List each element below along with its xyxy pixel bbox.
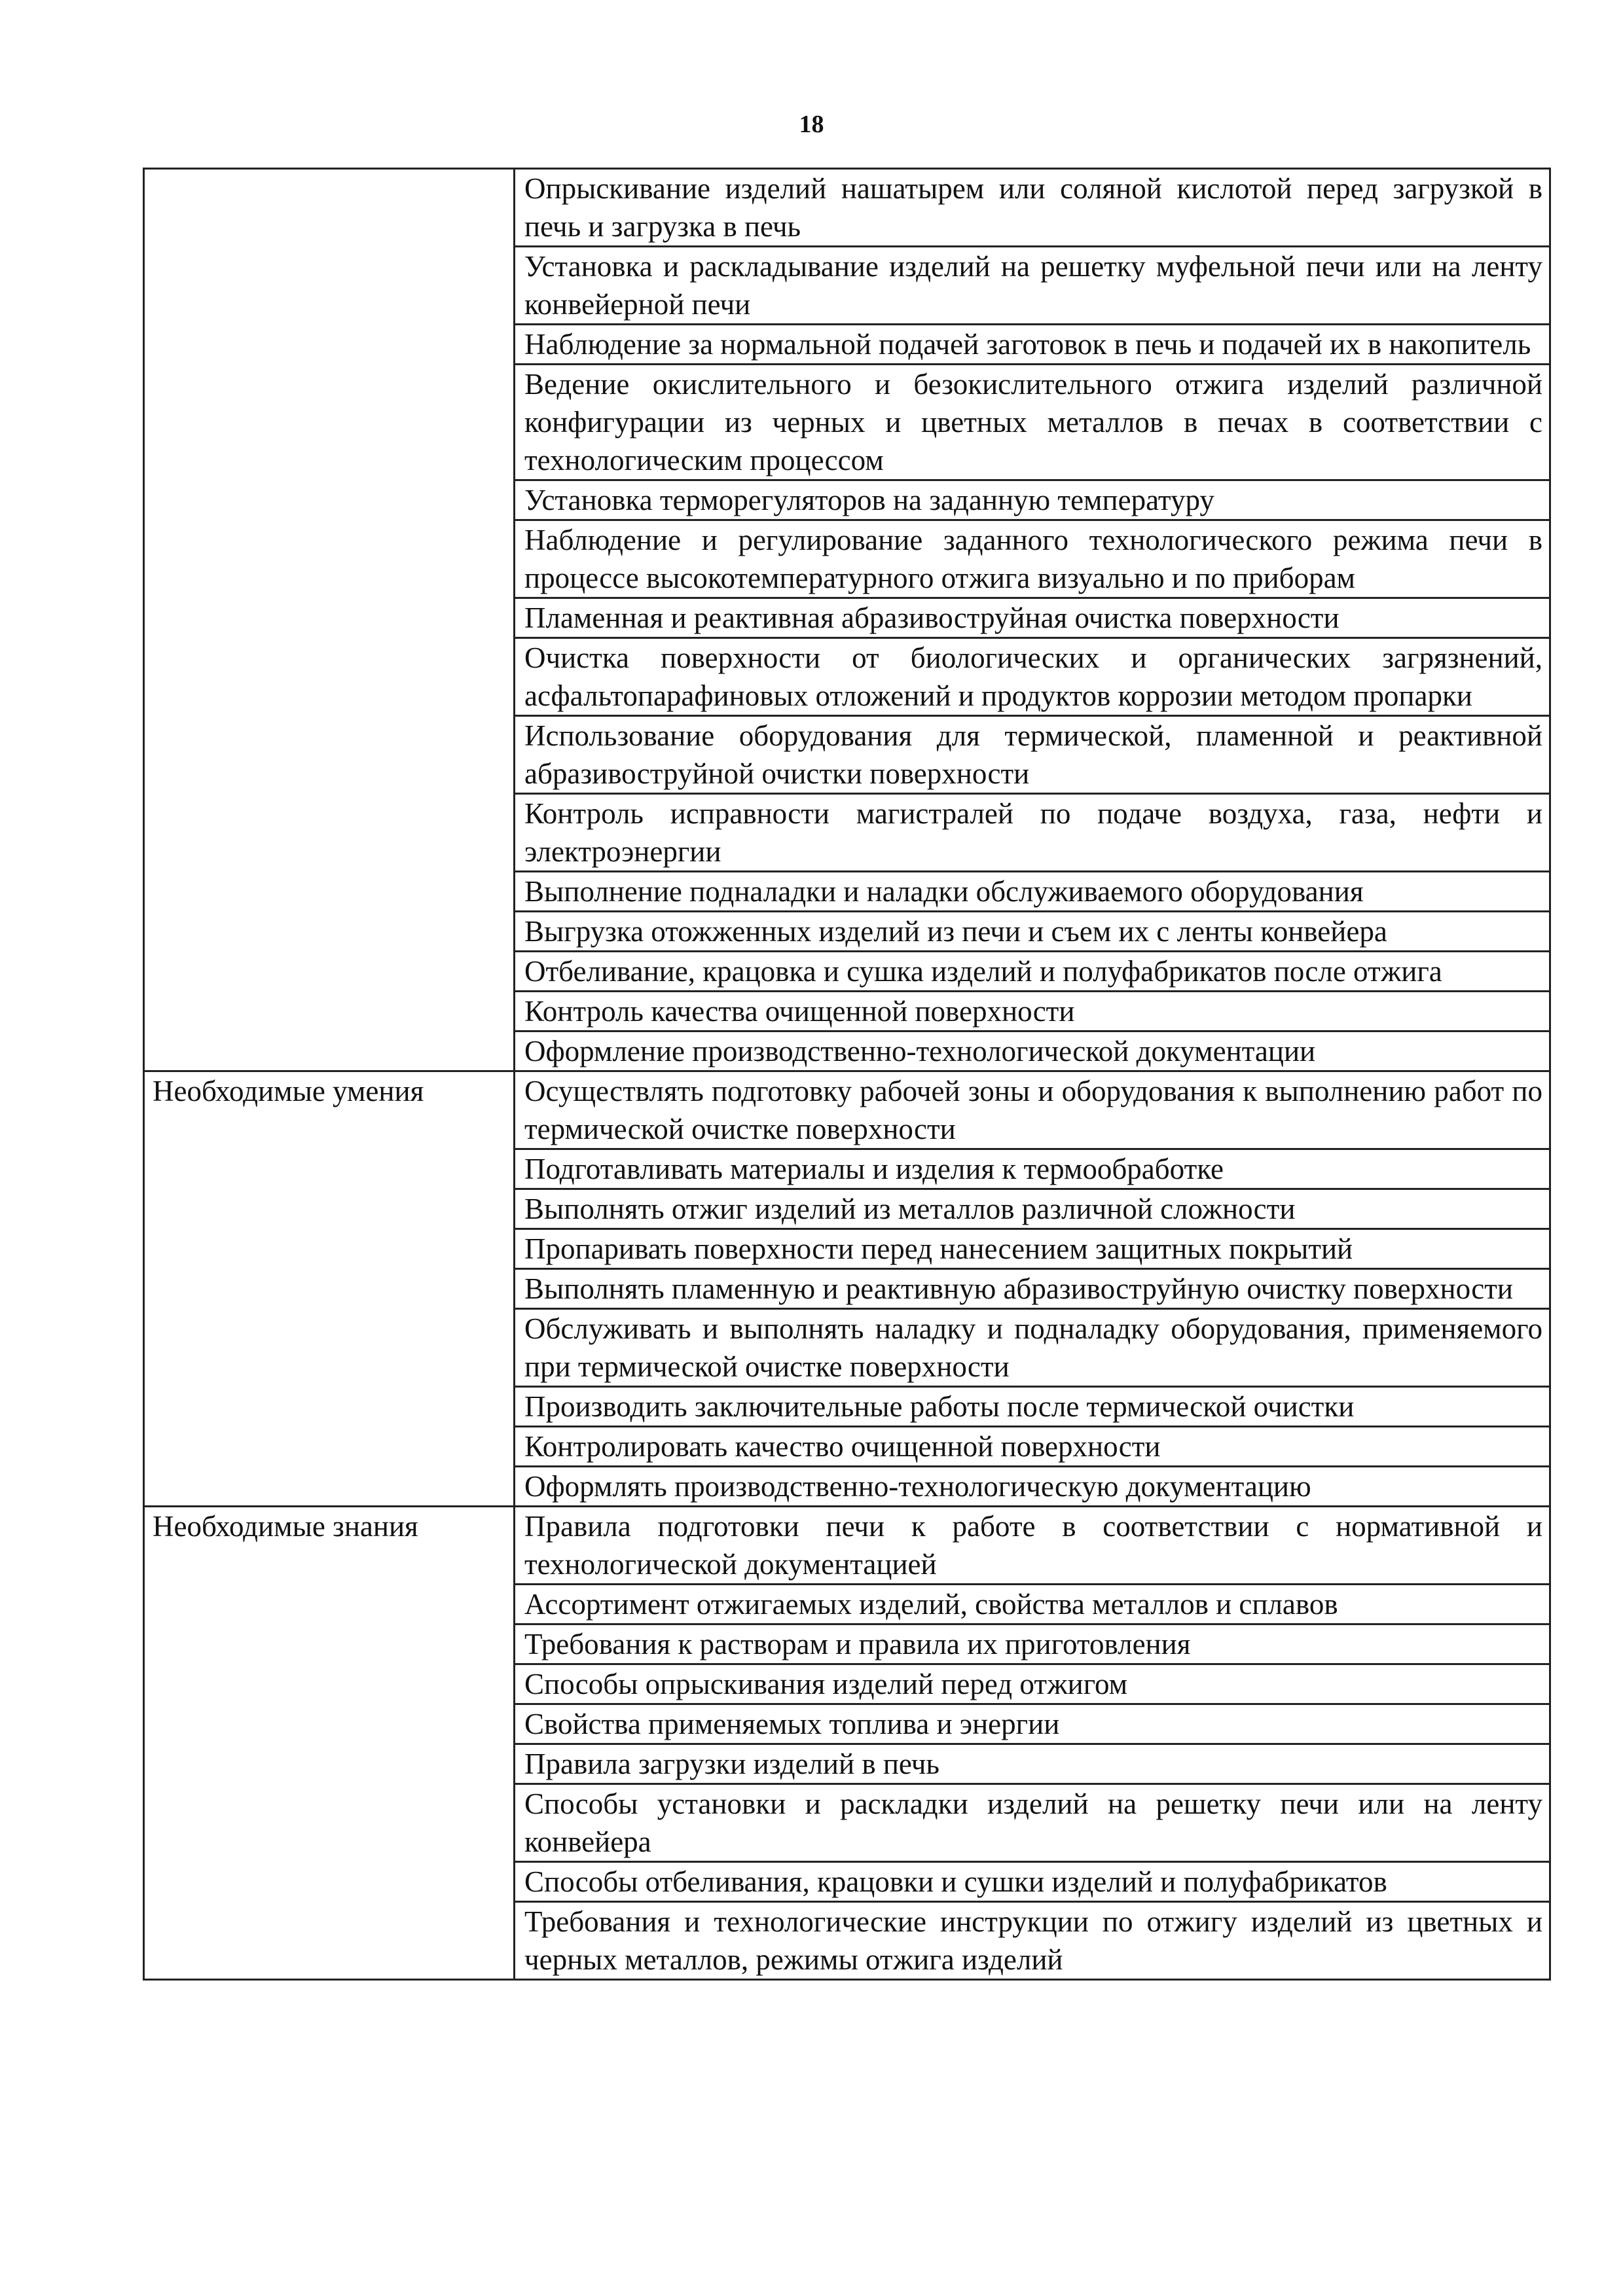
item-text: Оформление производственно-технологической документации	[515, 1031, 1550, 1071]
category-continuation-cell	[144, 912, 515, 952]
item-text: Ведение окислительного и безокислительного отжига изделий различной конфигурации из черных и цветных металлов в печах в соответствии с технологическим процессом	[515, 365, 1550, 480]
category-continuation-cell	[144, 716, 515, 794]
item-text: Пропаривать поверхности перед нанесением защитных покрытий	[515, 1229, 1550, 1269]
table-row	[144, 1149, 1550, 1189]
table-row	[144, 325, 1550, 365]
table-row	[144, 1664, 1550, 1704]
table-row	[144, 1229, 1550, 1269]
item-text: Выгрузка отожженных изделий из печи и съем их с ленты конвейера	[515, 912, 1550, 952]
table-row	[144, 598, 1550, 638]
category-continuation-cell	[144, 1664, 515, 1704]
table-row	[144, 1862, 1550, 1902]
table-row	[144, 872, 1550, 912]
category-continuation-cell	[144, 247, 515, 325]
table-row	[144, 480, 1550, 520]
table-row	[144, 1704, 1550, 1744]
category-continuation-cell	[144, 325, 515, 365]
table-row	[144, 794, 1550, 872]
item-text: Очистка поверхности от биологических и органических загрязнений, асфальтопарафиновых отложений и продуктов коррозии методом пропарки	[515, 638, 1550, 716]
category-continuation-cell	[144, 1585, 515, 1624]
item-text: Наблюдение за нормальной подачей заготовок в печь и подачей их в накопитель	[515, 325, 1550, 365]
table-row	[144, 1427, 1550, 1467]
item-text: Выполнение подналадки и наладки обслуживаемого оборудования	[515, 872, 1550, 912]
category-continuation-cell	[144, 638, 515, 716]
category-continuation-cell	[144, 872, 515, 912]
table-row	[144, 1624, 1550, 1664]
category-continuation-cell	[144, 1624, 515, 1664]
table-row	[144, 1902, 1550, 1980]
category-continuation-cell	[144, 520, 515, 598]
item-text: Свойства применяемых топлива и энергии	[515, 1704, 1550, 1744]
category-continuation-cell	[144, 1427, 515, 1467]
table-row	[144, 169, 1550, 247]
table-row	[144, 1387, 1550, 1427]
table-body	[144, 169, 1550, 1980]
category-continuation-cell	[144, 1269, 515, 1309]
table-row	[144, 1031, 1550, 1071]
category-label: Необходимые умения	[144, 1071, 515, 1149]
item-text: Контроль исправности магистралей по подаче воздуха, газа, нефти и электроэнергии	[515, 794, 1550, 872]
item-text: Ассортимент отжигаемых изделий, свойства металлов и сплавов	[515, 1585, 1550, 1624]
table-row	[144, 1585, 1550, 1624]
item-text: Правила загрузки изделий в печь	[515, 1744, 1550, 1784]
item-text: Подготавливать материалы и изделия к термообработке	[515, 1149, 1550, 1189]
category-continuation-cell	[144, 1862, 515, 1902]
item-text: Пламенная и реактивная абразивоструйная очистка поверхности	[515, 598, 1550, 638]
item-text: Способы опрыскивания изделий перед отжигом	[515, 1664, 1550, 1704]
table-row	[144, 1309, 1550, 1387]
item-text: Установка терморегуляторов на заданную температуру	[515, 480, 1550, 520]
item-text: Производить заключительные работы после термической очистки	[515, 1387, 1550, 1427]
item-text: Выполнять пламенную и реактивную абразивоструйную очистку поверхности	[515, 1269, 1550, 1309]
category-continuation-cell	[144, 794, 515, 872]
category-label: Необходимые знания	[144, 1507, 515, 1585]
item-text: Установка и раскладывание изделий на решетку муфельной печи или на ленту конвейерной печи	[515, 247, 1550, 325]
category-continuation-cell	[144, 1387, 515, 1427]
item-text: Способы отбеливания, крацовки и сушки изделий и полуфабрикатов	[515, 1862, 1550, 1902]
item-text: Опрыскивание изделий нашатырем или соляной кислотой перед загрузкой в печь и загрузка в печь	[515, 169, 1550, 247]
category-continuation-cell	[144, 1704, 515, 1744]
table-row	[144, 1744, 1550, 1784]
table-row	[144, 1467, 1550, 1507]
item-text: Отбеливание, крацовка и сушка изделий и полуфабрикатов после отжига	[515, 952, 1550, 992]
item-text: Контроль качества очищенной поверхности	[515, 992, 1550, 1031]
table-row	[144, 716, 1550, 794]
category-continuation-cell	[144, 480, 515, 520]
category-continuation-cell	[144, 952, 515, 992]
item-text: Контролировать качество очищенной поверхности	[515, 1427, 1550, 1467]
table-row	[144, 638, 1550, 716]
competency-table	[143, 168, 1551, 1981]
table-row	[144, 247, 1550, 325]
category-continuation-cell	[144, 365, 515, 480]
table-row	[144, 1071, 1550, 1149]
table-row	[144, 912, 1550, 952]
table-row	[144, 992, 1550, 1031]
item-text: Способы установки и раскладки изделий на решетку печи или на ленту конвейера	[515, 1784, 1550, 1862]
item-text: Осуществлять подготовку рабочей зоны и оборудования к выполнению работ по термической очистке поверхности	[515, 1071, 1550, 1149]
item-text: Использование оборудования для термической, пламенной и реактивной абразивоструйной очистки поверхности	[515, 716, 1550, 794]
category-continuation-cell	[144, 1229, 515, 1269]
table-row	[144, 1269, 1550, 1309]
item-text: Правила подготовки печи к работе в соответствии с нормативной и технологической документацией	[515, 1507, 1550, 1585]
table-row	[144, 365, 1550, 480]
item-text: Требования к растворам и правила их приготовления	[515, 1624, 1550, 1664]
page-number: 18	[799, 111, 824, 138]
category-continuation-cell	[144, 992, 515, 1031]
category-empty-cell	[144, 169, 515, 247]
item-text: Требования и технологические инструкции по отжигу изделий из цветных и черных металлов, режимы отжига изделий	[515, 1902, 1550, 1980]
category-continuation-cell	[144, 1902, 515, 1980]
category-continuation-cell	[144, 1309, 515, 1387]
category-continuation-cell	[144, 1149, 515, 1189]
table-row	[144, 1784, 1550, 1862]
table-row	[144, 520, 1550, 598]
category-continuation-cell	[144, 1031, 515, 1071]
category-continuation-cell	[144, 1784, 515, 1862]
item-text: Оформлять производственно-технологическую документацию	[515, 1467, 1550, 1507]
table-row	[144, 1189, 1550, 1229]
item-text: Выполнять отжиг изделий из металлов различной сложности	[515, 1189, 1550, 1229]
table-row	[144, 1507, 1550, 1585]
category-continuation-cell	[144, 598, 515, 638]
category-continuation-cell	[144, 1744, 515, 1784]
item-text: Наблюдение и регулирование заданного технологического режима печи в процессе высокотемпературного отжига визуально и по приборам	[515, 520, 1550, 598]
table-row	[144, 952, 1550, 992]
item-text: Обслуживать и выполнять наладку и подналадку оборудования, применяемого при термической очистке поверхности	[515, 1309, 1550, 1387]
category-continuation-cell	[144, 1467, 515, 1507]
category-continuation-cell	[144, 1189, 515, 1229]
